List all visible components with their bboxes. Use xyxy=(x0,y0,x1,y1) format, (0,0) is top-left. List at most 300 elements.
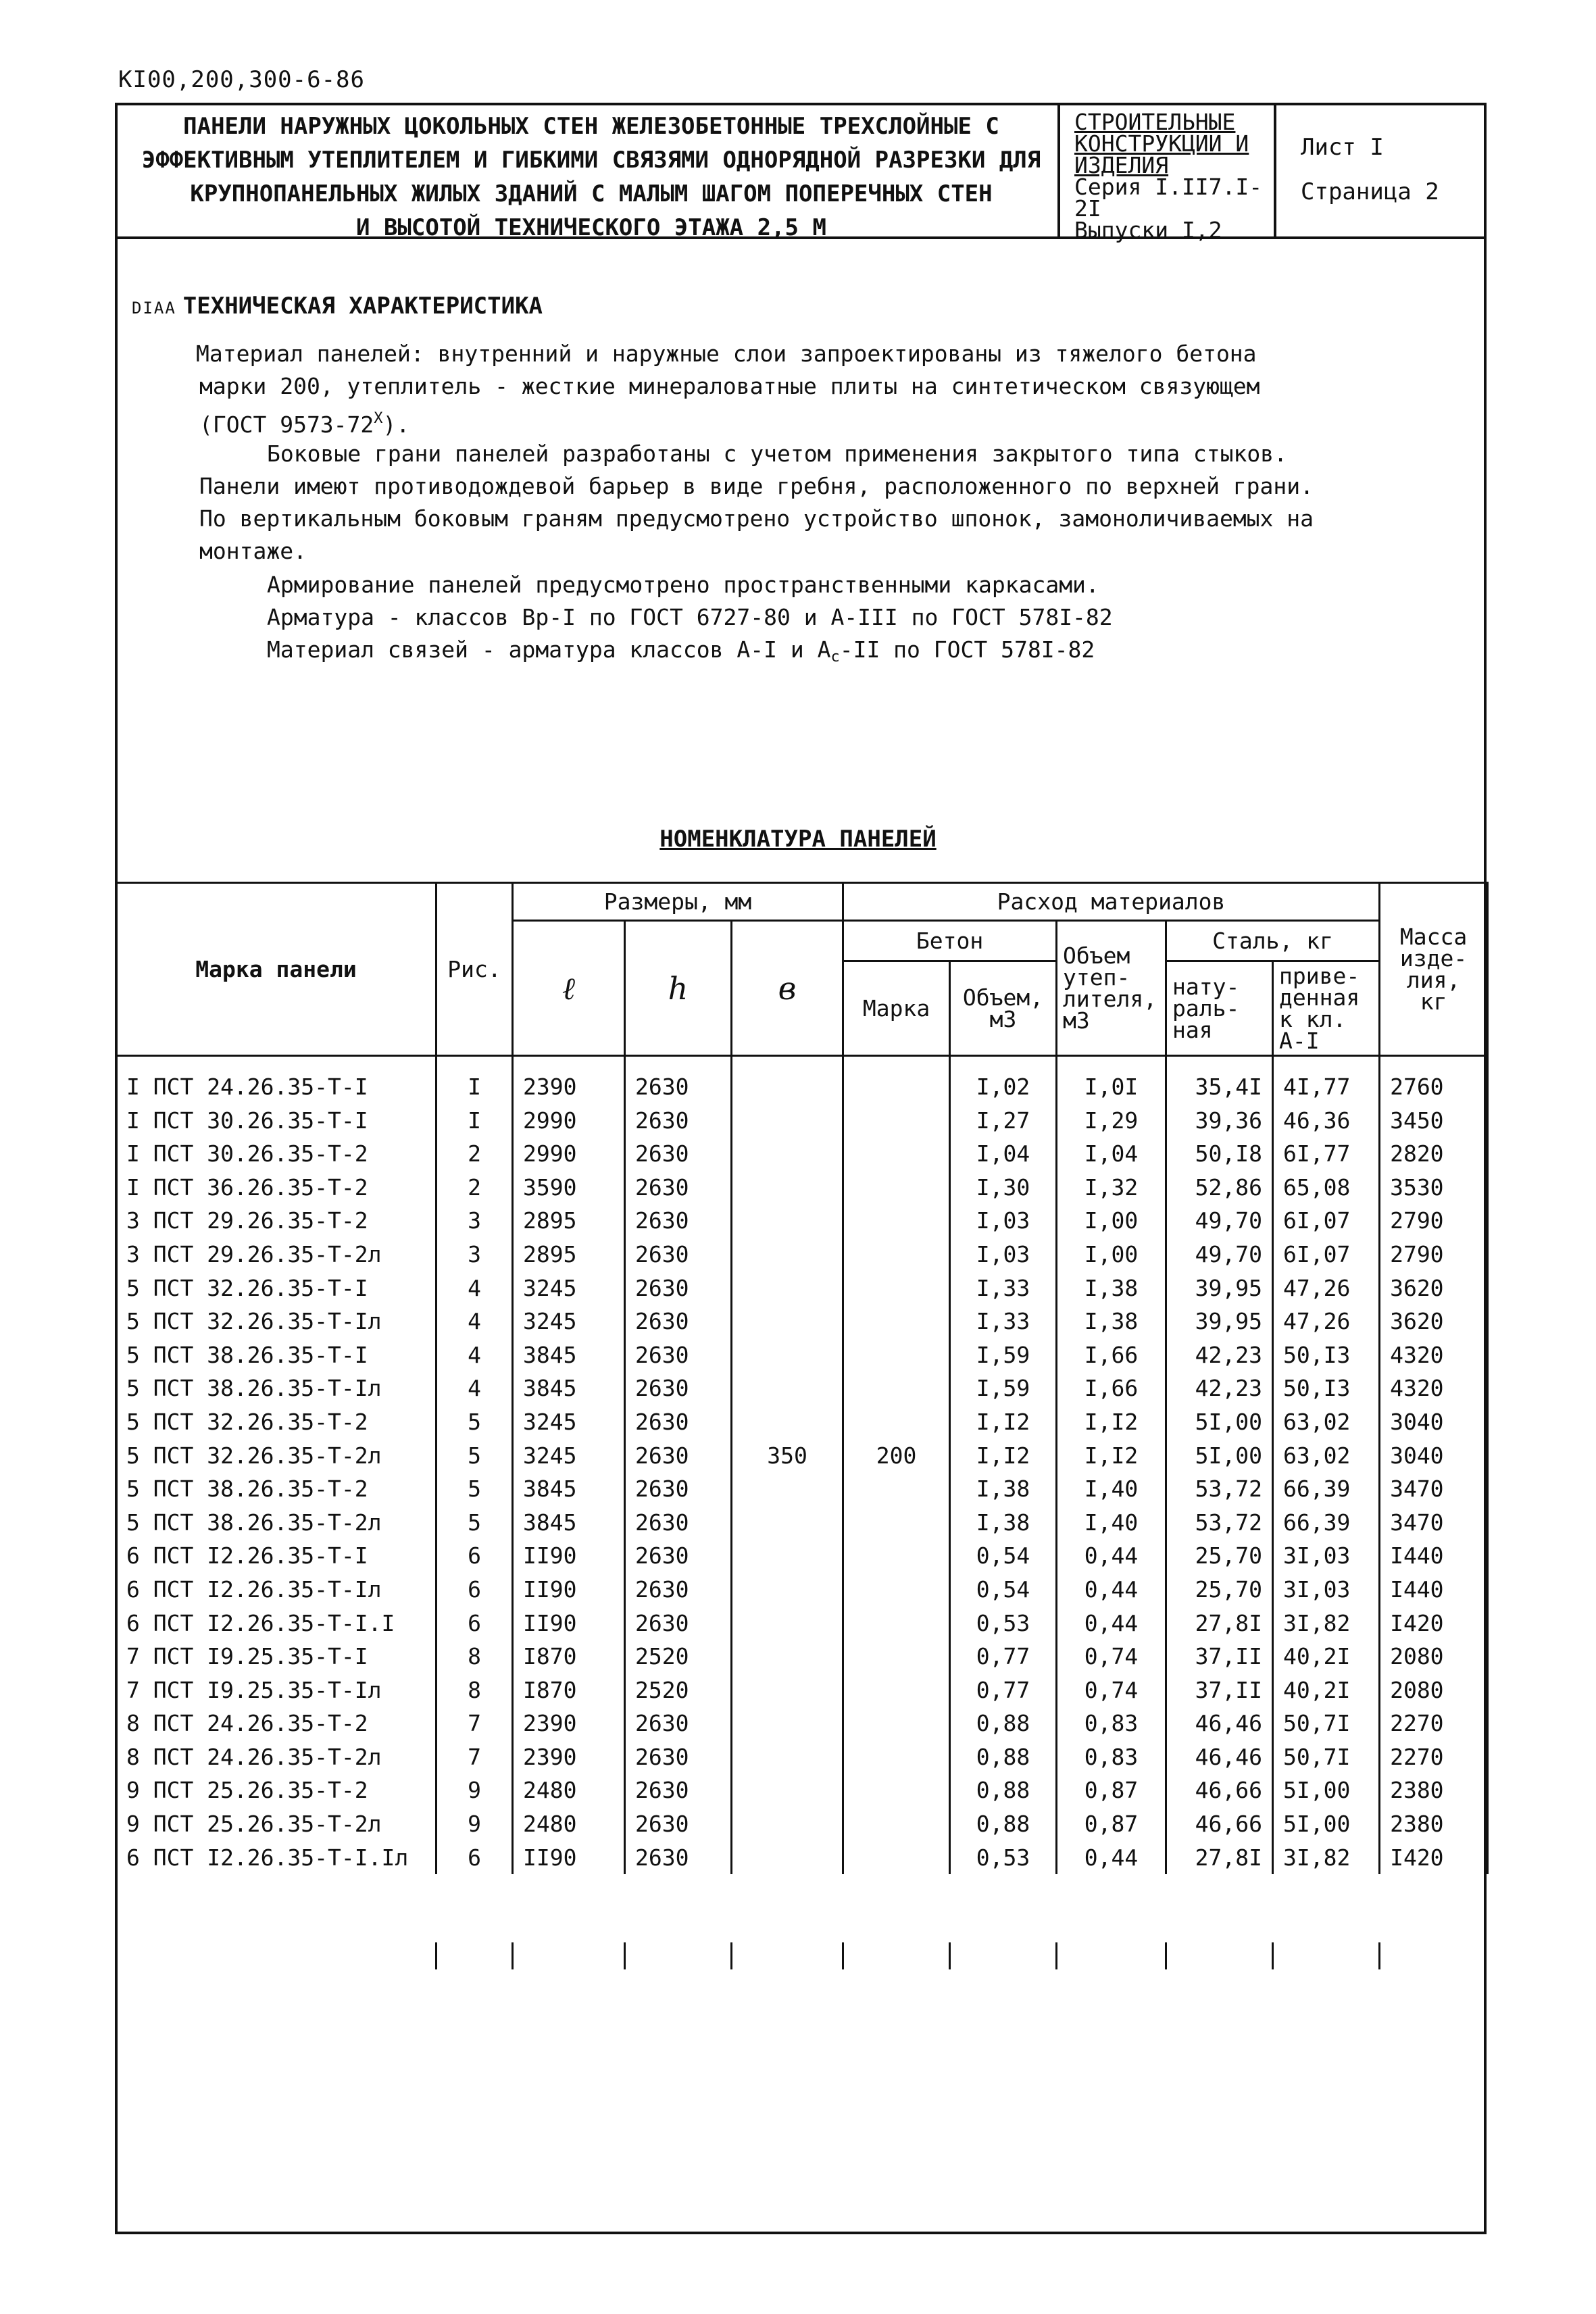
row-steel-natural: 53,72 xyxy=(1166,1506,1273,1540)
row-concrete-mark xyxy=(843,1305,950,1338)
row-thickness xyxy=(732,1372,843,1405)
row-steel-reduced: 3I,82 xyxy=(1273,1841,1380,1875)
row-height: 2630 xyxy=(625,1472,732,1506)
row-steel-reduced: 65,08 xyxy=(1273,1171,1380,1205)
table-row xyxy=(116,1807,1488,1841)
row-height: 2630 xyxy=(625,1573,732,1607)
row-steel-reduced: 63,02 xyxy=(1273,1405,1380,1439)
table-row xyxy=(116,1056,1488,1104)
row-insulation-volume: I,00 xyxy=(1057,1204,1166,1238)
row-steel-natural: 25,70 xyxy=(1166,1539,1273,1573)
row-steel-natural: 50,I8 xyxy=(1166,1137,1273,1171)
row-concrete-mark xyxy=(843,1372,950,1405)
row-height: 2630 xyxy=(625,1807,732,1841)
series-line: СТРОИТЕЛЬНЫЕ xyxy=(1074,109,1236,135)
paragraph-line: Арматура - классов Вр-I по ГОСТ 6727-80 и А-III по ГОСТ 578I-82 xyxy=(267,604,1113,630)
row-concrete-mark xyxy=(843,1238,950,1272)
row-fig: 6 xyxy=(437,1607,513,1640)
row-mass: 3620 xyxy=(1380,1272,1488,1305)
table-rule xyxy=(1272,1942,1274,1969)
row-mass: I440 xyxy=(1380,1573,1488,1607)
col-header-insulation: Объем утеп-лителя, м3 xyxy=(1057,921,1166,1056)
row-thickness xyxy=(732,1472,843,1506)
row-concrete-volume: I,02 xyxy=(950,1056,1057,1104)
table-row xyxy=(116,1272,1488,1305)
row-insulation-volume: I,29 xyxy=(1057,1104,1166,1138)
row-thickness xyxy=(732,1707,843,1740)
row-mass: 2080 xyxy=(1380,1640,1488,1674)
row-height: 2630 xyxy=(625,1774,732,1807)
row-steel-natural: 39,95 xyxy=(1166,1272,1273,1305)
col-header-steel-reduced: приве-денная к кл. А-I xyxy=(1273,961,1380,1056)
row-mass: 3530 xyxy=(1380,1171,1488,1205)
row-concrete-volume: I,03 xyxy=(950,1238,1057,1272)
table-row xyxy=(116,1707,1488,1740)
row-steel-natural: 27,8I xyxy=(1166,1841,1273,1875)
series-line: ИЗДЕЛИЯ xyxy=(1074,152,1169,178)
series-block xyxy=(1074,111,1277,241)
row-mark: 5 ПСТ 32.26.35-Т-2л xyxy=(116,1439,437,1473)
row-concrete-mark xyxy=(843,1774,950,1807)
row-mark: 9 ПСТ 25.26.35-Т-2л xyxy=(116,1807,437,1841)
row-steel-reduced: 4I,77 xyxy=(1273,1056,1380,1104)
row-mass: 2380 xyxy=(1380,1774,1488,1807)
row-concrete-volume: 0,88 xyxy=(950,1740,1057,1774)
row-fig: 9 xyxy=(437,1774,513,1807)
table-empty-area xyxy=(115,1942,1487,2196)
row-mass: 2790 xyxy=(1380,1204,1488,1238)
row-thickness: 350 xyxy=(732,1439,843,1473)
row-insulation-volume: I,00 xyxy=(1057,1238,1166,1272)
col-header-fig: Рис. xyxy=(437,883,513,1056)
row-steel-reduced: 3I,03 xyxy=(1273,1573,1380,1607)
row-mark: 5 ПСТ 38.26.35-Т-2 xyxy=(116,1472,437,1506)
sheet-info xyxy=(1301,125,1439,214)
row-mark: I ПСТ 30.26.35-Т-2 xyxy=(116,1137,437,1171)
row-height: 2630 xyxy=(625,1372,732,1405)
row-length: I870 xyxy=(513,1674,625,1707)
table-row xyxy=(116,1305,1488,1338)
page-number: Страница 2 xyxy=(1301,178,1439,205)
row-concrete-volume: I,59 xyxy=(950,1338,1057,1372)
row-steel-reduced: 66,39 xyxy=(1273,1506,1380,1540)
row-concrete-volume: 0,88 xyxy=(950,1774,1057,1807)
row-length: 2480 xyxy=(513,1807,625,1841)
col-header-concrete: Бетон xyxy=(843,921,1057,961)
paragraph-line: По вертикальным боковым граням предусмотрено устройство шпонок, замоноличиваемых на xyxy=(199,505,1314,532)
row-steel-natural: 49,70 xyxy=(1166,1238,1273,1272)
row-thickness xyxy=(732,1774,843,1807)
row-concrete-volume: I,30 xyxy=(950,1171,1057,1205)
row-steel-natural: 27,8I xyxy=(1166,1607,1273,1640)
row-steel-natural: 5I,00 xyxy=(1166,1405,1273,1439)
row-mass: 2760 xyxy=(1380,1056,1488,1104)
row-concrete-mark xyxy=(843,1204,950,1238)
row-mark: I ПСТ 30.26.35-Т-I xyxy=(116,1104,437,1138)
col-header-concrete-volume: Объем, м3 xyxy=(950,961,1057,1056)
row-height: 2630 xyxy=(625,1439,732,1473)
row-length: 3245 xyxy=(513,1272,625,1305)
row-concrete-mark xyxy=(843,1405,950,1439)
row-insulation-volume: I,38 xyxy=(1057,1305,1166,1338)
row-mark: 6 ПСТ I2.26.35-Т-I.I xyxy=(116,1607,437,1640)
row-steel-reduced: 47,26 xyxy=(1273,1305,1380,1338)
row-steel-natural: 46,66 xyxy=(1166,1807,1273,1841)
row-concrete-volume: I,I2 xyxy=(950,1405,1057,1439)
row-height: 2630 xyxy=(625,1137,732,1171)
row-length: 3845 xyxy=(513,1506,625,1540)
series-line: КОНСТРУКЦИИ И xyxy=(1074,130,1249,157)
row-fig: 5 xyxy=(437,1506,513,1540)
row-steel-reduced: 40,2I xyxy=(1273,1674,1380,1707)
row-fig: 5 xyxy=(437,1405,513,1439)
row-steel-reduced: 6I,07 xyxy=(1273,1238,1380,1272)
row-concrete-mark: 200 xyxy=(843,1439,950,1473)
row-length: II90 xyxy=(513,1539,625,1573)
row-height: 2630 xyxy=(625,1740,732,1774)
row-thickness xyxy=(732,1539,843,1573)
text: (ГОСТ 9573-72 xyxy=(199,411,374,438)
table-rule xyxy=(512,1942,514,1969)
row-height: 2630 xyxy=(625,1539,732,1573)
row-insulation-volume: I,40 xyxy=(1057,1472,1166,1506)
row-length: 3245 xyxy=(513,1439,625,1473)
row-length: 2895 xyxy=(513,1204,625,1238)
row-fig: 6 xyxy=(437,1539,513,1573)
row-thickness xyxy=(732,1204,843,1238)
row-fig: 8 xyxy=(437,1674,513,1707)
row-fig: 3 xyxy=(437,1204,513,1238)
row-thickness xyxy=(732,1405,843,1439)
col-header-mass: Масса изде-лия, кг xyxy=(1380,883,1488,1056)
text: Материал связей - арматура классов А-I и А xyxy=(267,636,831,663)
row-steel-reduced: 5I,00 xyxy=(1273,1774,1380,1807)
row-steel-natural: 42,23 xyxy=(1166,1338,1273,1372)
row-fig: 6 xyxy=(437,1841,513,1875)
row-mass: 4320 xyxy=(1380,1338,1488,1372)
row-insulation-volume: 0,44 xyxy=(1057,1841,1166,1875)
row-mass: 2270 xyxy=(1380,1707,1488,1740)
table-row xyxy=(116,1674,1488,1707)
row-mass: 3620 xyxy=(1380,1305,1488,1338)
row-fig: 5 xyxy=(437,1439,513,1473)
row-thickness xyxy=(732,1137,843,1171)
table-rule xyxy=(1378,1942,1380,1969)
table-title: НОМЕНКЛАТУРА ПАНЕЛЕЙ xyxy=(659,826,937,853)
row-thickness xyxy=(732,1640,843,1674)
row-insulation-volume: I,04 xyxy=(1057,1137,1166,1171)
row-thickness xyxy=(732,1305,843,1338)
row-insulation-volume: 0,87 xyxy=(1057,1807,1166,1841)
row-fig: 5 xyxy=(437,1472,513,1506)
row-concrete-volume: I,03 xyxy=(950,1204,1057,1238)
row-steel-reduced: 66,39 xyxy=(1273,1472,1380,1506)
col-header-b: в xyxy=(732,921,843,1056)
row-insulation-volume: I,66 xyxy=(1057,1338,1166,1372)
row-thickness xyxy=(732,1607,843,1640)
row-fig: 4 xyxy=(437,1272,513,1305)
row-height: 2630 xyxy=(625,1506,732,1540)
row-concrete-volume: I,33 xyxy=(950,1305,1057,1338)
row-fig: 4 xyxy=(437,1305,513,1338)
row-insulation-volume: 0,87 xyxy=(1057,1774,1166,1807)
row-insulation-volume: I,I2 xyxy=(1057,1439,1166,1473)
row-concrete-mark xyxy=(843,1472,950,1506)
row-steel-natural: 39,95 xyxy=(1166,1305,1273,1338)
row-steel-natural: 46,66 xyxy=(1166,1774,1273,1807)
heading-text: ТЕХНИЧЕСКАЯ ХАРАКТЕРИСТИКА xyxy=(182,293,543,320)
table-row xyxy=(116,1573,1488,1607)
row-mass: 3040 xyxy=(1380,1439,1488,1473)
row-mark: 5 ПСТ 32.26.35-Т-I xyxy=(116,1272,437,1305)
row-concrete-volume: 0,53 xyxy=(950,1841,1057,1875)
row-concrete-volume: I,38 xyxy=(950,1472,1057,1506)
row-concrete-volume: 0,88 xyxy=(950,1807,1057,1841)
row-mass: I420 xyxy=(1380,1607,1488,1640)
row-concrete-volume: I,59 xyxy=(950,1372,1057,1405)
row-concrete-mark xyxy=(843,1539,950,1573)
row-insulation-volume: 0,44 xyxy=(1057,1573,1166,1607)
table-row xyxy=(116,1104,1488,1138)
row-fig: 3 xyxy=(437,1238,513,1272)
row-insulation-volume: I,0I xyxy=(1057,1056,1166,1104)
row-insulation-volume: 0,44 xyxy=(1057,1539,1166,1573)
row-steel-natural: 52,86 xyxy=(1166,1171,1273,1205)
title-line: И ВЫСОТОЙ ТЕХНИЧЕСКОГО ЭТАЖА 2,5 М xyxy=(356,214,826,241)
superscript: X xyxy=(374,410,383,427)
row-fig: 7 xyxy=(437,1707,513,1740)
row-thickness xyxy=(732,1506,843,1540)
row-steel-natural: 39,36 xyxy=(1166,1104,1273,1138)
row-steel-natural: 49,70 xyxy=(1166,1204,1273,1238)
row-thickness xyxy=(732,1272,843,1305)
row-concrete-volume: 0,77 xyxy=(950,1674,1057,1707)
row-mark: 7 ПСТ I9.25.35-Т-Iл xyxy=(116,1674,437,1707)
paragraph-line: марки 200, утеплитель - жесткие минераловатные плиты на синтетическом связующем xyxy=(199,373,1260,399)
row-concrete-mark xyxy=(843,1338,950,1372)
row-concrete-mark xyxy=(843,1607,950,1640)
sheet-number: Лист I xyxy=(1301,134,1384,161)
row-concrete-volume: 0,77 xyxy=(950,1640,1057,1674)
row-thickness xyxy=(732,1740,843,1774)
row-steel-natural: 42,23 xyxy=(1166,1372,1273,1405)
row-thickness xyxy=(732,1573,843,1607)
table-row xyxy=(116,1204,1488,1238)
row-thickness xyxy=(732,1338,843,1372)
row-mark: 8 ПСТ 24.26.35-Т-2 xyxy=(116,1707,437,1740)
series-number: Серия I.II7.I-2I xyxy=(1074,174,1263,222)
table-rule xyxy=(949,1942,951,1969)
row-mass: 2380 xyxy=(1380,1807,1488,1841)
row-steel-natural: 46,46 xyxy=(1166,1707,1273,1740)
row-height: 2630 xyxy=(625,1272,732,1305)
row-mark: 3 ПСТ 29.26.35-Т-2 xyxy=(116,1204,437,1238)
row-fig: I xyxy=(437,1056,513,1104)
paragraph-line xyxy=(199,403,1389,441)
row-length: I870 xyxy=(513,1640,625,1674)
row-length: II90 xyxy=(513,1573,625,1607)
table-rule xyxy=(435,1942,437,1969)
row-thickness xyxy=(732,1056,843,1104)
table-row xyxy=(116,1841,1488,1875)
table-row xyxy=(116,1506,1488,1540)
row-length: 2895 xyxy=(513,1238,625,1272)
row-steel-reduced: 3I,82 xyxy=(1273,1607,1380,1640)
row-fig: 4 xyxy=(437,1338,513,1372)
paragraph-line: Материал панелей: внутренний и наружные слои запроектированы из тяжелого бетона xyxy=(196,341,1257,367)
row-mark: 5 ПСТ 38.26.35-Т-Iл xyxy=(116,1372,437,1405)
row-concrete-volume: 0,54 xyxy=(950,1539,1057,1573)
row-fig: 4 xyxy=(437,1372,513,1405)
row-mark: 6 ПСТ I2.26.35-Т-I.Iл xyxy=(116,1841,437,1875)
row-steel-reduced: 47,26 xyxy=(1273,1272,1380,1305)
table-row xyxy=(116,1372,1488,1405)
row-steel-reduced: 40,2I xyxy=(1273,1640,1380,1674)
row-mass: 3470 xyxy=(1380,1472,1488,1506)
paragraph-line: монтаже. xyxy=(199,538,307,564)
row-insulation-volume: I,32 xyxy=(1057,1171,1166,1205)
col-header-h: h xyxy=(625,921,732,1056)
row-thickness xyxy=(732,1171,843,1205)
table-row xyxy=(116,1439,1488,1473)
text: ). xyxy=(382,411,410,438)
row-insulation-volume: 0,44 xyxy=(1057,1607,1166,1640)
row-length: 2480 xyxy=(513,1774,625,1807)
section-heading xyxy=(132,293,543,320)
row-mass: 2820 xyxy=(1380,1137,1488,1171)
stamp-mark: DIAA xyxy=(132,299,176,318)
row-mass: 3450 xyxy=(1380,1104,1488,1138)
table-row xyxy=(116,1740,1488,1774)
row-concrete-mark xyxy=(843,1272,950,1305)
col-header-sizes: Размеры, мм xyxy=(513,883,843,921)
row-length: 2990 xyxy=(513,1137,625,1171)
row-fig: 9 xyxy=(437,1807,513,1841)
row-fig: 7 xyxy=(437,1740,513,1774)
row-steel-reduced: 50,I3 xyxy=(1273,1338,1380,1372)
row-concrete-volume: I,38 xyxy=(950,1506,1057,1540)
row-insulation-volume: 0,74 xyxy=(1057,1640,1166,1674)
row-thickness xyxy=(732,1807,843,1841)
paragraph-line: Боковые грани панелей разработаны с учетом применения закрытого типа стыков. xyxy=(267,441,1287,467)
row-mass: I420 xyxy=(1380,1841,1488,1875)
col-header-concrete-mark: Марка xyxy=(843,961,950,1056)
row-fig: 8 xyxy=(437,1640,513,1674)
row-length: 3845 xyxy=(513,1338,625,1372)
row-insulation-volume: 0,83 xyxy=(1057,1740,1166,1774)
row-length: 2990 xyxy=(513,1104,625,1138)
row-steel-reduced: 46,36 xyxy=(1273,1104,1380,1138)
row-concrete-mark xyxy=(843,1674,950,1707)
table-row xyxy=(116,1774,1488,1807)
row-length: 2390 xyxy=(513,1740,625,1774)
paragraph-line xyxy=(267,634,1095,674)
row-height: 2630 xyxy=(625,1104,732,1138)
row-mark: 6 ПСТ I2.26.35-Т-I xyxy=(116,1539,437,1573)
row-insulation-volume: I,66 xyxy=(1057,1372,1166,1405)
row-height: 2630 xyxy=(625,1841,732,1875)
row-mass: 2790 xyxy=(1380,1238,1488,1272)
row-steel-natural: 53,72 xyxy=(1166,1472,1273,1506)
row-steel-natural: 37,II xyxy=(1166,1674,1273,1707)
row-mass: I440 xyxy=(1380,1539,1488,1573)
row-steel-natural: 25,70 xyxy=(1166,1573,1273,1607)
title-line: ПАНЕЛИ НАРУЖНЫХ ЦОКОЛЬНЫХ СТЕН ЖЕЛЕЗОБЕТОННЫЕ ТРЕХСЛОЙНЫЕ С xyxy=(183,113,999,140)
row-length: 2390 xyxy=(513,1056,625,1104)
row-mass: 3040 xyxy=(1380,1405,1488,1439)
table-row xyxy=(116,1472,1488,1506)
issues: Выпуски I,2 xyxy=(1074,217,1222,243)
row-thickness xyxy=(732,1104,843,1138)
row-fig: 2 xyxy=(437,1171,513,1205)
row-steel-natural: 46,46 xyxy=(1166,1740,1273,1774)
row-concrete-volume: 0,53 xyxy=(950,1607,1057,1640)
row-length: 3245 xyxy=(513,1305,625,1338)
row-length: 3245 xyxy=(513,1405,625,1439)
row-mass: 2270 xyxy=(1380,1740,1488,1774)
row-height: 2630 xyxy=(625,1305,732,1338)
row-mark: 5 ПСТ 32.26.35-Т-Iл xyxy=(116,1305,437,1338)
row-mark: 5 ПСТ 38.26.35-Т-2л xyxy=(116,1506,437,1540)
row-height: 2520 xyxy=(625,1674,732,1707)
row-mass: 2080 xyxy=(1380,1674,1488,1707)
row-insulation-volume: I,38 xyxy=(1057,1272,1166,1305)
row-mark: I ПСТ 36.26.35-Т-2 xyxy=(116,1171,437,1205)
row-steel-reduced: 50,7I xyxy=(1273,1707,1380,1740)
row-steel-natural: 5I,00 xyxy=(1166,1439,1273,1473)
row-steel-reduced: 6I,77 xyxy=(1273,1137,1380,1171)
row-concrete-mark xyxy=(843,1807,950,1841)
col-header-mark: Марка панели xyxy=(116,883,437,1056)
table-rule xyxy=(1055,1942,1057,1969)
row-length: II90 xyxy=(513,1607,625,1640)
row-height: 2630 xyxy=(625,1338,732,1372)
row-insulation-volume: 0,74 xyxy=(1057,1674,1166,1707)
row-concrete-mark xyxy=(843,1056,950,1104)
col-header-steel: Сталь, кг xyxy=(1166,921,1380,961)
row-height: 2630 xyxy=(625,1056,732,1104)
row-concrete-volume: 0,88 xyxy=(950,1707,1057,1740)
col-header-l: ℓ xyxy=(513,921,625,1056)
row-steel-reduced: 50,I3 xyxy=(1273,1372,1380,1405)
paragraph-line: Армирование панелей предусмотрено пространственными каркасами. xyxy=(267,572,1099,598)
row-mark: 7 ПСТ I9.25.35-Т-I xyxy=(116,1640,437,1674)
subscript: с xyxy=(830,649,840,665)
row-steel-reduced: 50,7I xyxy=(1273,1740,1380,1774)
row-steel-reduced: 5I,00 xyxy=(1273,1807,1380,1841)
document-title xyxy=(128,109,1054,245)
row-concrete-volume: 0,54 xyxy=(950,1573,1057,1607)
row-mark: 5 ПСТ 32.26.35-Т-2 xyxy=(116,1405,437,1439)
row-concrete-mark xyxy=(843,1740,950,1774)
table-row xyxy=(116,1607,1488,1640)
row-length: 2390 xyxy=(513,1707,625,1740)
row-fig: I xyxy=(437,1104,513,1138)
table-rule xyxy=(730,1942,732,1969)
table-row xyxy=(116,1539,1488,1573)
row-length: 3845 xyxy=(513,1472,625,1506)
row-fig: 6 xyxy=(437,1573,513,1607)
row-length: 3590 xyxy=(513,1171,625,1205)
table-row xyxy=(116,1238,1488,1272)
row-steel-natural: 37,II xyxy=(1166,1640,1273,1674)
nomenclature-table xyxy=(115,882,1489,1874)
row-height: 2630 xyxy=(625,1405,732,1439)
row-mark: 9 ПСТ 25.26.35-Т-2 xyxy=(116,1774,437,1807)
text: -II по ГОСТ 578I-82 xyxy=(839,636,1095,663)
table-row xyxy=(116,1137,1488,1171)
row-thickness xyxy=(732,1841,843,1875)
